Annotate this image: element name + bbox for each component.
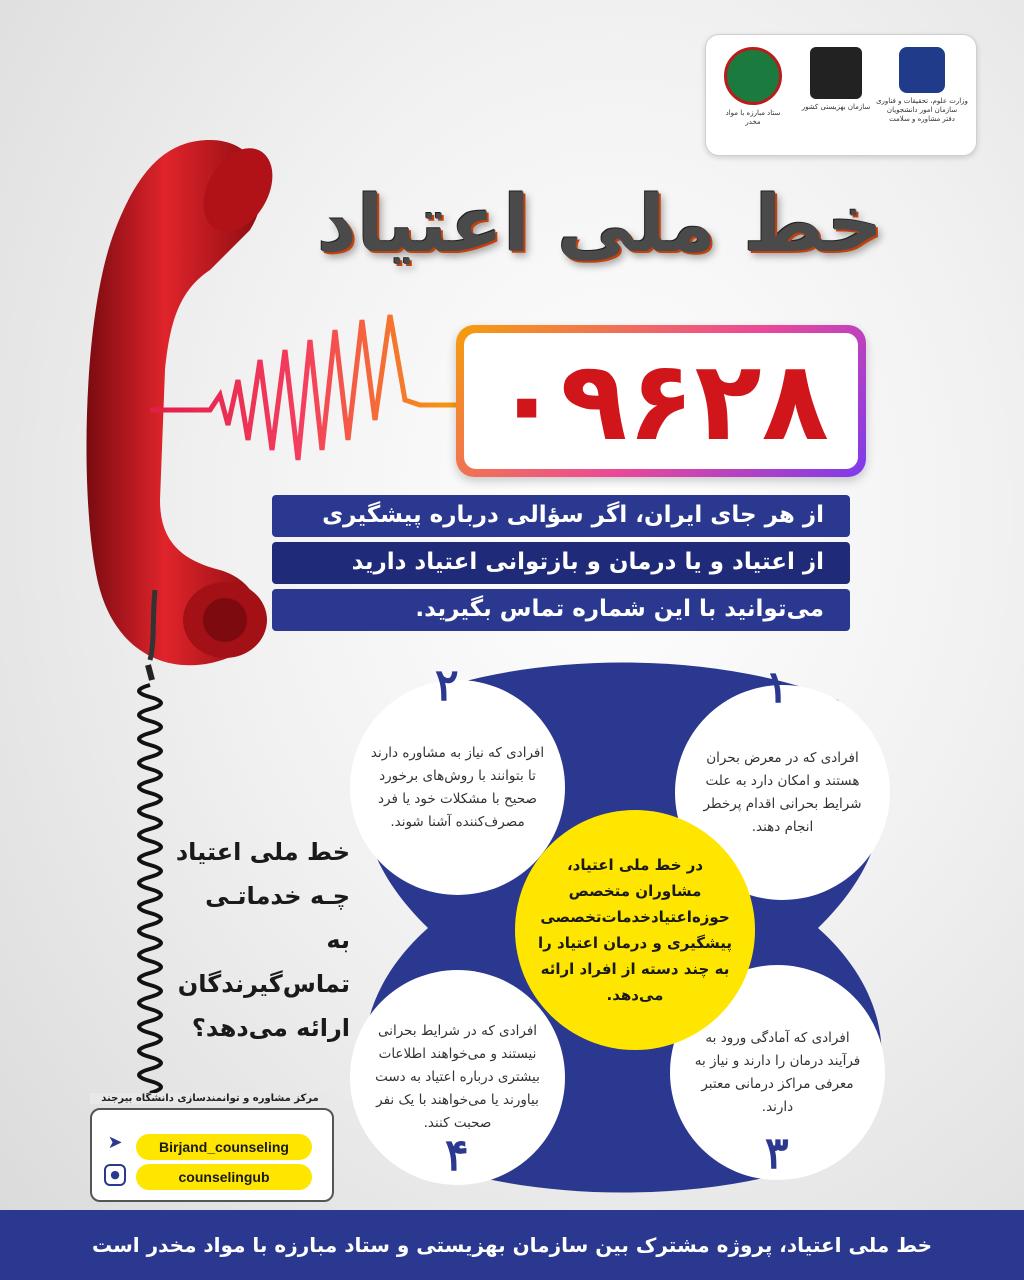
heartbeat-wave bbox=[150, 300, 460, 470]
question-line-2: چـه خدماتـی bbox=[205, 882, 350, 910]
telegram-icon: ➤ bbox=[107, 1132, 123, 1153]
social-box bbox=[90, 1108, 334, 1202]
service-2-number: ۲ bbox=[435, 660, 459, 711]
service-1-number: ۱ bbox=[765, 662, 789, 713]
service-2-text: افرادی که نیاز به مشاوره دارند تا بتوانند با روش‌های برخورد صحیح با مشکلات خود یا فرد مصرف‌کننده آشنا شوند. bbox=[370, 744, 545, 830]
footer-note: خط ملی اعتیاد، پروژه مشترک بین سازمان بهزیستی و ستاد مبارزه با مواد مخدر است bbox=[0, 1210, 1024, 1280]
center-summary: در خط ملی اعتیاد، مشاوران متخصص حوزه‌اعتیادخدمات‌تخصصی پیشگیری و درمان اعتیاد را به چند دسته از افراد ارائه می‌دهد. bbox=[515, 810, 755, 1050]
hotline-number-box bbox=[456, 325, 866, 477]
anti-narcotics-logo bbox=[718, 47, 788, 127]
page-title: خط ملی اعتیاد bbox=[316, 180, 884, 270]
service-2-circle bbox=[350, 680, 565, 895]
instagram-icon: ● bbox=[104, 1164, 126, 1186]
question-line-3: به تماس‌گیرندگان bbox=[177, 926, 350, 998]
services-question bbox=[150, 830, 350, 1050]
intro-line-2: از اعتیاد و یا درمان و بازتوانی اعتیاد دارید bbox=[272, 542, 850, 584]
hotline-number[interactable]: ۰۹۶۲۸ bbox=[464, 333, 858, 469]
intro-line-3: می‌توانید با این شماره تماس بگیرید. bbox=[272, 589, 850, 631]
logo-caption: سازمان امور دانشجویان bbox=[886, 106, 958, 114]
logo-caption: دفتر مشاوره و سلامت bbox=[889, 115, 955, 123]
logos-panel bbox=[705, 34, 977, 156]
intro-line-1: از هر جای ایران، اگر سؤالی درباره پیشگیری bbox=[272, 495, 850, 537]
service-3-text: افرادی که آمادگی ورود به فرآیند درمان را دارند و نیاز به معرفی مراکز درمانی معتبر دارند. bbox=[694, 1029, 861, 1115]
logo-caption: سازمان بهزیستی کشور bbox=[801, 103, 871, 111]
ministry-of-science-logo bbox=[876, 47, 968, 124]
service-4-number: ۴ bbox=[445, 1130, 469, 1181]
question-line-4: ارائه می‌دهد؟ bbox=[191, 1014, 350, 1042]
telegram-handle[interactable]: Birjand_counseling bbox=[136, 1134, 312, 1160]
logo-caption: ستاد مبارزه با مواد مخدر bbox=[725, 109, 781, 126]
social-caption: مرکز مشاوره و توانمندسازی دانشگاه بیرجند bbox=[90, 1093, 330, 1104]
service-1-text: افرادی که در معرض بحران هستند و امکان دارد به علت شرایط بحرانی اقدام پرخطر انجام دهند. bbox=[703, 749, 862, 835]
service-4-text: افرادی که در شرایط بحرانی نیستند و می‌خواهند اطلاعات بیشتری درباره اعتیاد به دست بیاورند یا می‌خواهند با یک نفر صحبت کنند. bbox=[375, 1023, 540, 1131]
question-line-1: خط ملی اعتیاد bbox=[175, 838, 350, 866]
service-3-number: ۳ bbox=[765, 1128, 789, 1179]
instagram-handle[interactable]: counselingub bbox=[136, 1164, 312, 1190]
logo-caption: وزارت علوم، تحقیقات و فناوری bbox=[876, 97, 968, 105]
welfare-organization-logo bbox=[801, 47, 871, 112]
